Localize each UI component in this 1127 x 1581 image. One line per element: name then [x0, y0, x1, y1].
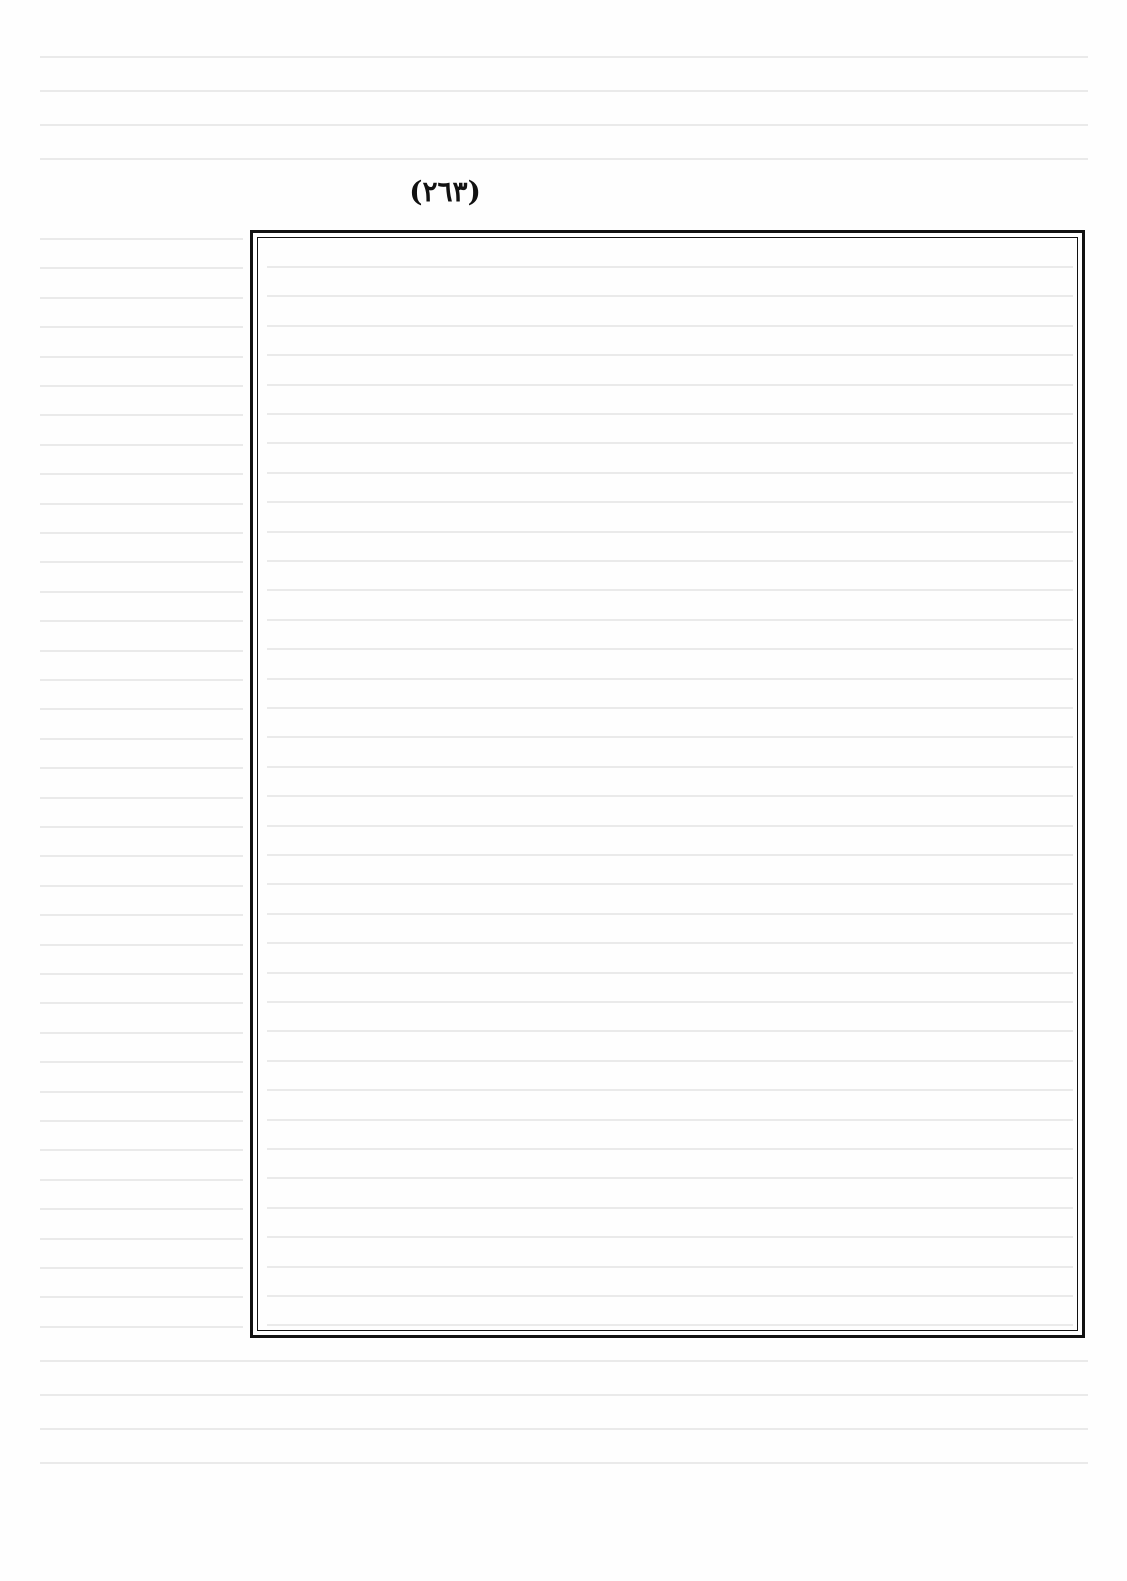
- margin-text-line: [40, 1018, 243, 1034]
- framed-text-line: [267, 958, 1073, 974]
- framed-text-line: [267, 1193, 1073, 1209]
- margin-text-line: [40, 1282, 243, 1298]
- bottom-text-line: [40, 1448, 1088, 1464]
- margin-text-line: [40, 400, 243, 416]
- margin-text-line: [40, 342, 243, 358]
- framed-text-line: [267, 781, 1073, 797]
- framed-text-line: [267, 1134, 1073, 1150]
- framed-text-line: [267, 1310, 1073, 1326]
- framed-text-line: [267, 1046, 1073, 1062]
- framed-text-line: [267, 1105, 1073, 1121]
- framed-text-line: [267, 1016, 1073, 1032]
- margin-text-line: [40, 459, 243, 475]
- framed-text-line: [267, 399, 1073, 415]
- top-text-line: [40, 144, 1088, 160]
- margin-text-line: [40, 1047, 243, 1063]
- framed-text-line: [267, 693, 1073, 709]
- framed-text-line: [267, 987, 1073, 1003]
- margin-text-line: [40, 489, 243, 505]
- framed-text-line: [267, 252, 1073, 268]
- margin-text-line: [40, 665, 243, 681]
- framed-text-line: [267, 928, 1073, 944]
- framed-text-line: [267, 634, 1073, 650]
- margin-text-line: [40, 224, 243, 240]
- margin-text-line: [40, 606, 243, 622]
- margin-text-line: [40, 694, 243, 710]
- framed-text-line: [267, 458, 1073, 474]
- bottom-text-line: [40, 1346, 1088, 1362]
- framed-text-line: [267, 1281, 1073, 1297]
- margin-text-line: [40, 518, 243, 534]
- margin-text-line: [40, 283, 243, 299]
- framed-text-line: [267, 487, 1073, 503]
- margin-text-line: [40, 988, 243, 1004]
- margin-text-line: [40, 1106, 243, 1122]
- margin-text-line: [40, 253, 243, 269]
- margin-text-line: [40, 959, 243, 975]
- margin-text-line: [40, 312, 243, 328]
- framed-text-line: [267, 1163, 1073, 1179]
- framed-text-line: [267, 752, 1073, 768]
- margin-text-line: [40, 577, 243, 593]
- margin-text-line: [40, 636, 243, 652]
- framed-text-line: [267, 840, 1073, 856]
- framed-text-line: [267, 664, 1073, 680]
- margin-text-line: [40, 1224, 243, 1240]
- framed-text-line: [267, 370, 1073, 386]
- margin-text-line: [40, 1077, 243, 1093]
- framed-text-line: [267, 1252, 1073, 1268]
- framed-text-line: [267, 428, 1073, 444]
- margin-text-line: [40, 547, 243, 563]
- margin-text-line: [40, 1135, 243, 1151]
- margin-text-line: [40, 812, 243, 828]
- top-text-line: [40, 110, 1088, 126]
- framed-text-line: [267, 546, 1073, 562]
- bottom-text-line: [40, 1380, 1088, 1396]
- framed-text-line: [267, 722, 1073, 738]
- top-text-line: [40, 76, 1088, 92]
- margin-text-line: [40, 1253, 243, 1269]
- bottom-text-line: [40, 1414, 1088, 1430]
- margin-text-line: [40, 371, 243, 387]
- framed-text-line: [267, 605, 1073, 621]
- page-number: (٢٦٣): [409, 175, 481, 208]
- margin-text-line: [40, 1312, 243, 1328]
- top-text-line: [40, 42, 1088, 58]
- margin-text-line: [40, 1165, 243, 1181]
- framed-text-line: [267, 869, 1073, 885]
- margin-text-line: [40, 430, 243, 446]
- margin-text-line: [40, 871, 243, 887]
- framed-text-line: [267, 811, 1073, 827]
- margin-text-line: [40, 841, 243, 857]
- framed-text-line: [267, 899, 1073, 915]
- framed-text-line: [267, 517, 1073, 533]
- margin-text-line: [40, 753, 243, 769]
- margin-text-line: [40, 783, 243, 799]
- framed-text-line: [267, 340, 1073, 356]
- framed-text-line: [267, 1075, 1073, 1091]
- framed-text-line: [267, 1222, 1073, 1238]
- margin-text-line: [40, 724, 243, 740]
- margin-text-line: [40, 900, 243, 916]
- margin-text-line: [40, 930, 243, 946]
- framed-text-line: [267, 575, 1073, 591]
- framed-text-line: [267, 311, 1073, 327]
- framed-text-line: [267, 281, 1073, 297]
- margin-text-line: [40, 1194, 243, 1210]
